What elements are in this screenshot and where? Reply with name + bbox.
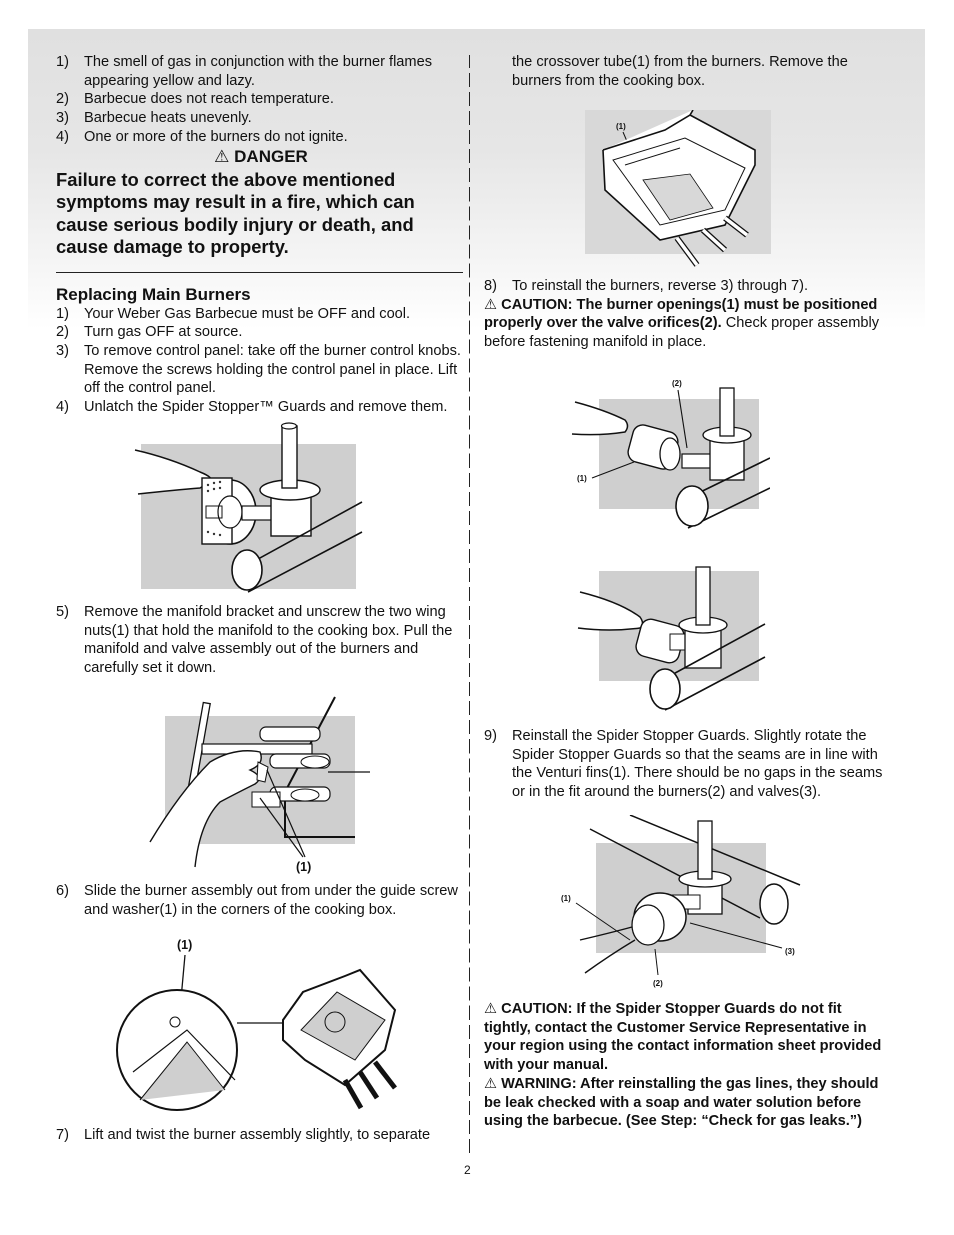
- warning-triangle-icon: ⚠: [484, 1001, 498, 1017]
- step-item: 5) Remove the manifold bracket and unscrew the two wing nuts(1) that hold the manifold to the cooking box. Pull the manifold and valve assembly out of the burners and carefully set it down.: [56, 604, 453, 677]
- figure-manifold-removal: [140, 692, 380, 882]
- step-item: 4) Unlatch the Spider Stopper™ Guards and remove them.: [56, 399, 448, 416]
- warning-triangle-icon: ⚠: [484, 296, 498, 313]
- danger-text: Failure to correct the above mentioned symptoms may result in a fire, which can cause serious bodily injury or death, and cause damage to property.: [56, 168, 415, 258]
- callout-valve-orifice: (2): [672, 379, 682, 388]
- page-number: 2: [464, 1163, 471, 1177]
- callout-burner-opening: (1): [577, 474, 587, 483]
- section-title: Replacing Main Burners: [56, 284, 251, 304]
- caution-spider-guards: ⚠ CAUTION: If the Spider Stopper Guards do not fit tightly, contact the Customer Service Representative in your region using the contact information sheet provided with your manual.: [484, 1001, 882, 1074]
- column-divider: [469, 55, 470, 1155]
- figure-spider-guard-reinstall: [550, 815, 810, 995]
- symptom-item: 1) The smell of gas in conjunction with the burner flames appearing yellow and lazy.: [56, 54, 432, 89]
- callout-valves: (3): [785, 947, 795, 956]
- warning-triangle-icon: ⚠: [484, 1076, 498, 1092]
- step-item-9: [484, 727, 884, 802]
- section-divider: [56, 272, 463, 273]
- figure-spider-guard-removal: [130, 420, 370, 595]
- callout-venturi-fins: (1): [561, 894, 571, 903]
- figure-crossover-tube: [585, 110, 771, 270]
- symptom-item: 2) Barbecue does not reach temperature.: [56, 91, 334, 108]
- step-7-continued: the crossover tube(1) from the burners. Remove the burners from the cooking box.: [512, 54, 848, 89]
- step-item: 7) Lift and twist the burner assembly slightly, to separate: [56, 1127, 431, 1143]
- danger-heading: ⚠ DANGER: [214, 146, 308, 166]
- symptom-item: 3) Barbecue heats unevenly.: [56, 110, 252, 127]
- step-item: 1) Your Weber Gas Barbecue must be OFF and cool.: [56, 305, 411, 322]
- caution-burner-openings: ⚠ CAUTION: The burner openings(1) must be positioned properly over the valve orifices(2). Check proper assembly before fastening manifold in place.: [484, 296, 880, 351]
- step-item-7: [56, 1126, 468, 1145]
- warning-leak-check: ⚠ WARNING: After reinstalling the gas lines, they should be leak checked with a soap and water solution before using the barbecue. (See Step: “Check for gas leaks.”): [484, 1076, 879, 1130]
- step-item-6: [56, 882, 468, 919]
- step-item: 2) Turn gas OFF at source.: [56, 324, 243, 341]
- step-item-5: [56, 603, 466, 678]
- step-item: 8) To reinstall the burners, reverse 3) through 7).: [484, 278, 809, 294]
- step-item-8: [484, 277, 884, 296]
- figure-guide-screw: [105, 930, 425, 1120]
- left-column: [56, 53, 466, 417]
- step-item: 9) Reinstall the Spider Stopper Guards. Slightly rotate the Spider Stopper Guards so that the seams are in line with the Venturi fins(1). There should be no gaps in the seams or in the fit around the burners(2) and valves(3).: [484, 728, 883, 801]
- callout-washer: (1): [177, 938, 193, 952]
- warning-triangle-icon: ⚠: [214, 146, 230, 166]
- figure-burner-assembled: [570, 562, 770, 712]
- right-text-block: [484, 277, 884, 352]
- step-list: [56, 305, 466, 417]
- callout-wing-nuts: (1): [296, 860, 312, 874]
- step-item: 6) Slide the burner assembly out from under the guide screw and washer(1) in the corners of the cooking box.: [56, 883, 458, 918]
- step-item: 3) To remove control panel: take off the burner control knobs. Remove the screws holding the control panel in place. Lift off the control panel.: [56, 342, 461, 397]
- figure-burner-orifice-alignment: [560, 370, 770, 530]
- symptom-item: 4) One or more of the burners do not ignite.: [56, 128, 348, 145]
- callout-crossover-tube: (1): [616, 122, 626, 131]
- callout-burners: (2): [653, 979, 663, 988]
- symptom-list: [56, 53, 466, 147]
